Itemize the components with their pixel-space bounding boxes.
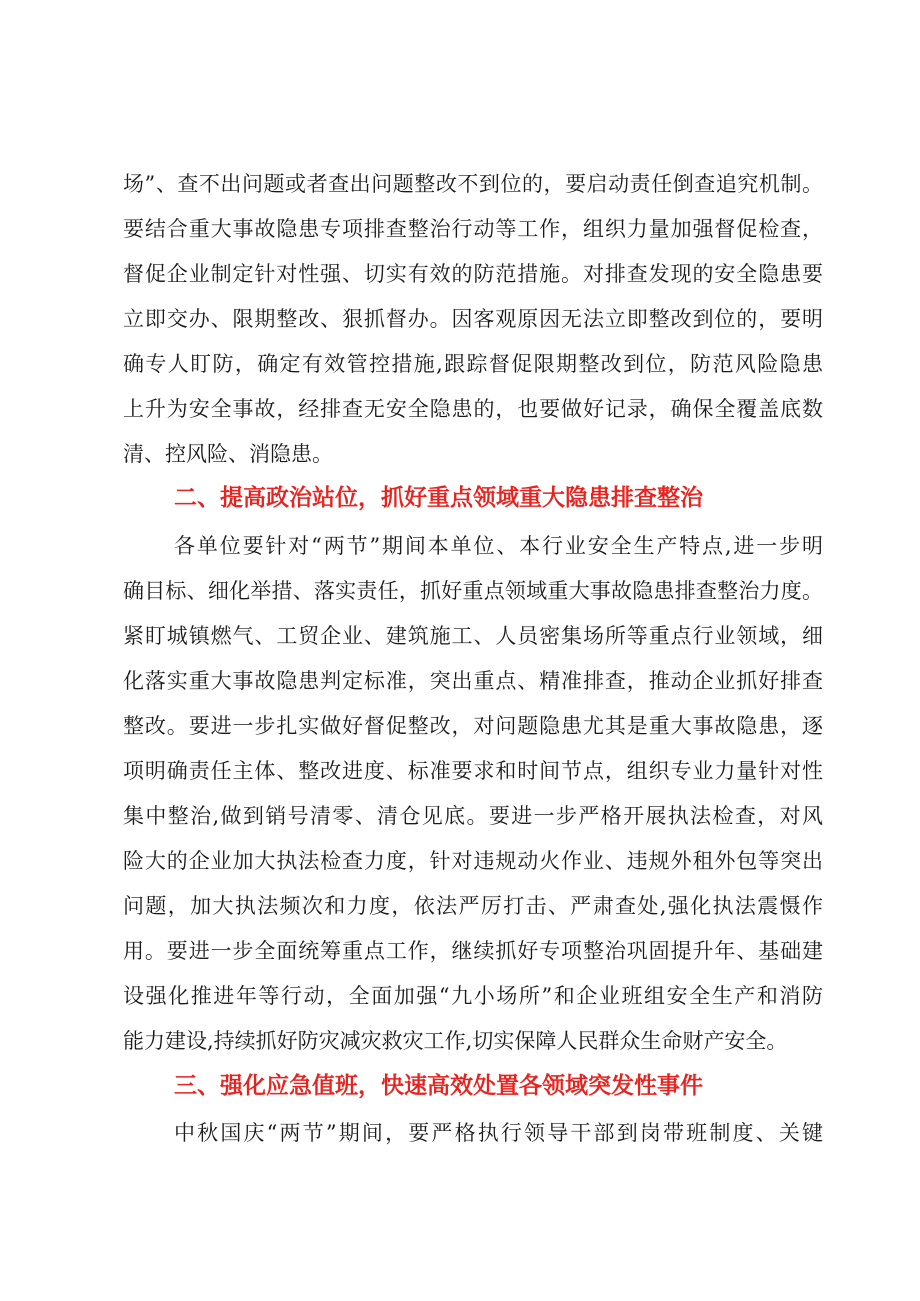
paragraph-line: 紧盯城镇燃气、工贸企业、建筑施工、人员密集场所等重点行业领域，细: [123, 624, 823, 648]
paragraph-line: 确目标、细化举措、落实责任，抓好重点领域重大事故隐患排查整治力度。: [123, 579, 823, 603]
paragraph-line: 整改。要进一步扎实做好督促整改，对问题隐患尤其是重大事故隐患，逐: [123, 714, 823, 738]
paragraph-line: 场”、查不出问题或者查出问题整改不到位的，要启动责任倒查追究机制。: [123, 172, 823, 196]
paragraph-line: 要结合重大事故隐患专项排查整治行动等工作，组织力量加强督促检查，: [123, 217, 823, 241]
paragraph-line: 督促企业制定针对性强、切实有效的防范措施。对排查发现的安全隐患要: [123, 262, 823, 286]
paragraph-line: 设强化推进年等行动，全面加强“九小场所”和企业班组安全生产和消防: [123, 984, 823, 1008]
paragraph-line: 能力建设,持续抓好防灾减灾救灾工作,切实保障人民群众生命财产安全。: [123, 1029, 788, 1053]
paragraph-line: 集中整治,做到销号清零、清仓见底。要进一步严格开展执法检查，对风: [123, 804, 823, 828]
paragraph-line: 上升为安全事故，经排查无安全隐患的，也要做好记录，确保全覆盖底数: [123, 397, 823, 421]
section-heading-2: 二、提高政治站位，抓好重点领域重大隐患排查整治: [174, 485, 703, 511]
paragraph-line: 项明确责任主体、整改进度、标准要求和时间节点，组织专业力量针对性: [123, 759, 823, 783]
paragraph-line: 问题，加大执法频次和力度，依法严厉打击、严肃查处,强化执法震慑作: [123, 894, 823, 918]
section-heading-3: 三、强化应急值班，快速高效处置各领域突发性事件: [174, 1073, 703, 1099]
paragraph-line: 确专人盯防，确定有效管控措施,跟踪督促限期整改到位，防范风险隐患: [123, 352, 823, 376]
paragraph-line: 清、控风险、消隐患。: [123, 442, 333, 466]
paragraph-line: 险大的企业加大执法检查力度，针对违规动火作业、违规外租外包等突出: [123, 849, 823, 873]
paragraph-line: 用。要进一步全面统筹重点工作，继续抓好专项整治巩固提升年、基础建: [123, 939, 823, 963]
paragraph-line: 化落实重大事故隐患判定标准，突出重点、精准排查，推动企业抓好排查: [123, 669, 823, 693]
paragraph-line: 立即交办、限期整改、狠抓督办。因客观原因无法立即整改到位的，要明: [123, 307, 823, 331]
paragraph-line: 各单位要针对“两节”期间本单位、本行业安全生产特点,进一步明: [174, 534, 823, 558]
paragraph-line: 中秋国庆“两节”期间，要严格执行领导干部到岗带班制度、关键: [174, 1121, 823, 1145]
